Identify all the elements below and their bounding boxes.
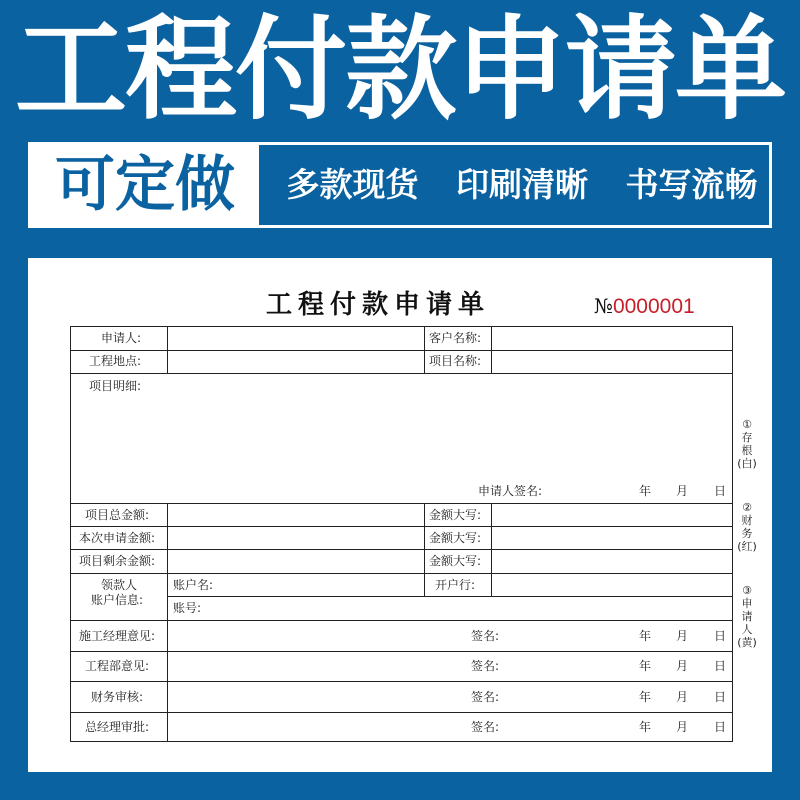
this-request-label: 本次申请金额: — [79, 531, 156, 545]
project-name-field[interactable] — [492, 351, 731, 373]
this-request-field[interactable] — [168, 527, 423, 549]
year-label: 年 — [639, 720, 652, 734]
total-label: 项目总金额: — [85, 508, 150, 522]
details-label: 项目明细: — [89, 379, 142, 393]
sign-label: 签名: — [471, 629, 500, 643]
engineering-dept-label: 工程部意见: — [85, 659, 150, 673]
day-label: 日 — [714, 659, 727, 673]
site-label: 工程地点: — [89, 354, 142, 368]
copy-note-applicant: ③ 申 请 人 (黄) — [737, 584, 757, 649]
amount-caps-label: 金额大写: — [429, 531, 482, 545]
site-field[interactable] — [168, 351, 423, 373]
details-field[interactable] — [72, 397, 732, 477]
feature-list — [275, 145, 769, 225]
month-label: 月 — [676, 484, 689, 498]
payee-label-line1: 领款人 — [101, 578, 138, 592]
bank-field[interactable] — [492, 574, 731, 596]
month-label: 月 — [676, 690, 689, 704]
construction-manager-label: 施工经理意见: — [79, 629, 156, 643]
total-caps-field[interactable] — [492, 504, 731, 526]
finance-review-label: 财务审核: — [91, 690, 144, 704]
year-label: 年 — [639, 484, 652, 498]
day-label: 日 — [714, 484, 727, 498]
applicant-label: 申请人: — [101, 331, 142, 345]
gm-approval-label: 总经理审批: — [85, 720, 150, 734]
month-label: 月 — [676, 659, 689, 673]
customer-name-field[interactable] — [492, 328, 731, 350]
month-label: 月 — [676, 720, 689, 734]
custom-badge: 可定做 — [31, 145, 259, 225]
project-name-label: 项目名称: — [429, 354, 482, 368]
bank-label: 开户行: — [435, 578, 476, 592]
remaining-label: 项目剩余金额: — [79, 554, 156, 568]
copy-note-stub: ① 存 根 (白) — [737, 418, 757, 470]
serial-prefix: № — [594, 294, 613, 318]
applicant-field[interactable] — [168, 328, 423, 350]
payment-form-table — [70, 326, 733, 742]
remaining-caps-field[interactable] — [492, 550, 731, 572]
form-sheet — [28, 258, 772, 772]
applicant-sign-label: 申请人签名: — [478, 484, 543, 498]
month-label: 月 — [676, 629, 689, 643]
year-label: 年 — [639, 629, 652, 643]
feature-banner — [28, 142, 772, 228]
account-name-field[interactable] — [221, 574, 423, 596]
account-no-field[interactable] — [211, 597, 731, 619]
account-no-label: 账号: — [173, 601, 202, 615]
year-label: 年 — [639, 690, 652, 704]
sign-label: 签名: — [471, 659, 500, 673]
amount-caps-label: 金额大写: — [429, 508, 482, 522]
sign-label: 签名: — [471, 690, 500, 704]
headline: 工程付款申请单 — [15, 5, 785, 135]
account-name-label: 账户名: — [173, 578, 214, 592]
this-request-caps-field[interactable] — [492, 527, 731, 549]
feature-item: 多款现货 — [286, 165, 419, 204]
feature-item: 印刷清晰 — [456, 165, 588, 204]
day-label: 日 — [714, 720, 727, 734]
total-field[interactable] — [168, 504, 423, 526]
year-label: 年 — [639, 659, 652, 673]
form-title: 工程付款申请单 — [265, 290, 490, 320]
amount-caps-label: 金额大写: — [429, 554, 482, 568]
copy-note-finance: ② 财 务 (红) — [737, 501, 757, 553]
day-label: 日 — [714, 629, 727, 643]
payee-label-line2: 账户信息: — [91, 593, 144, 607]
serial-value: 0000001 — [612, 295, 695, 318]
day-label: 日 — [714, 690, 727, 704]
feature-item: 书写流畅 — [625, 165, 758, 204]
remaining-field[interactable] — [168, 550, 423, 572]
sign-label: 签名: — [471, 720, 500, 734]
serial-number — [594, 294, 695, 319]
customer-name-label: 客户名称: — [429, 331, 482, 345]
